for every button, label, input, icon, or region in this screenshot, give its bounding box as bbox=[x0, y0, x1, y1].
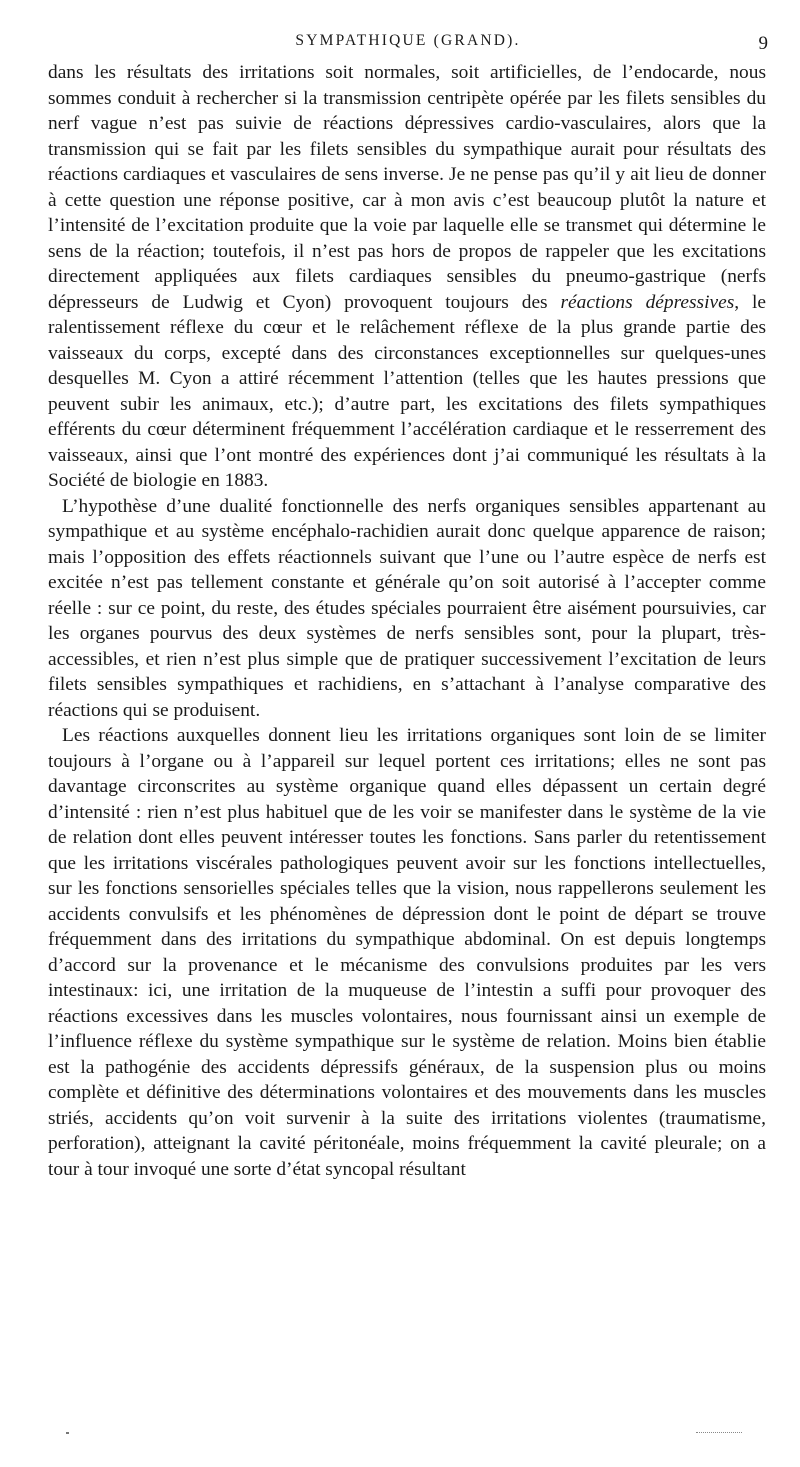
paragraph-1-emphasis: réactions dépressives bbox=[560, 291, 735, 313]
footer-dotted-rule bbox=[696, 1432, 742, 1433]
footer-speck bbox=[66, 1432, 69, 1434]
paragraph-3: Les réactions auxquelles donnent lieu les irritations organiques sont loin de se limiter toujours à l’organe ou à l’appareil sur lequel portent ces irritations; elles ne sont pas davantage circonscrites au système organique quand elles dépassent un certain degré d’intensité : rien n’est plus habituel que de les voir se manifester dans le système de la vie de relation dont elles peuvent intéresser toutes les fonctions. Sans parler du retentissement que les irritations viscérales pathologiques peuvent avoir sur les fonctions intellectuelles, sur les fonctions sensorielles spéciales telles que la vision, nous rappellerons seulement les accidents convulsifs et les phénomènes de dépression dont le point de départ se trouve fréquemment dans des irritations du sympathique abdominal. On est depuis longtemps d’accord sur la provenance et le mécanisme des convulsions produites par les vers intestinaux: ici, une irritation de la muqueuse de l’intestin a suffi pour provoquer des réactions excessives dans les muscles volontaires, nous fournissant ainsi un exemple de l’influence réflexe du système sympathique sur le système de relation. Moins bien établie est la pathogénie des accidents dépressifs généraux, de la suspension plus ou moins complète et définitive des déterminations volontaires et des mouvements dans les muscles striés, accidents qu’on voit survenir à la suite des irritations violentes (traumatisme, perforation), atteignant la cavité péritonéale, moins fréquemment la cavité pleurale; on a tour à tour invoqué une sorte d’état syncopal résultant bbox=[48, 725, 766, 1180]
running-title: SYMPATHIQUE (GRAND). bbox=[295, 32, 521, 49]
paragraph-1 bbox=[48, 60, 766, 494]
paragraph-1-text-before: dans les résultats des irritations soit normales, soit artificielles, de l’endocarde, nous sommes conduit à rechercher si la transmission centripète opérée par les filets sensibles du nerf vague n’est pas suivie de réactions dépressives cardio-vasculaires, alors que la transmission qui se fait par les filets sensibles du sympathique aurait pour résultats des réactions cardiaques et vasculaires de sens inverse. Je ne pense pas qu’il y ait lieu de donner à cette question une réponse positive, car à mon avis c’est beaucoup plutôt la nature et l’intensité de l’excitation produite que la voie par laquelle elle se transmet qui détermine le sens de la réaction; toutefois, il n’est pas hors de propos de rappeler que les excitations directement appliquées aux filets cardiaques sensibles du pneumo-gastrique (nerfs dépresseurs de Ludwig et Cyon) provoquent toujours des bbox=[48, 62, 766, 313]
page-number: 9 bbox=[758, 33, 768, 54]
footer-marks bbox=[60, 1428, 750, 1438]
body-text bbox=[48, 60, 766, 1182]
paragraph-1-text-after: , le ralentissement réflexe du cœur et le relâchement réflexe de la plus grande partie des vaisseaux du corps, excepté dans des circonstances exceptionnelles sur quelques-unes desquelles M. Cyon a attiré récemment l’attention (telles que les hautes pressions que peuvent subir les animaux, etc.); d’autre part, les excitations des filets sympathiques efférents du cœur déterminent fréquemment l’accélération cardiaque et le resserrement des vaisseaux, ainsi que l’ont montré des expériences dont j’ai communiqué les résultats à la Société de biologie en 1883. bbox=[48, 291, 766, 491]
running-head bbox=[48, 32, 768, 58]
paragraph-2: L’hypothèse d’une dualité fonctionnelle des nerfs organiques sensibles appartenant au sympathique et au système encéphalo-rachidien aurait donc quelque apparence de raison; mais l’opposition des effets réactionnels suivant que l’une ou l’autre espèce de nerfs est excitée n’est pas tellement constante et générale qu’on soit autorisé à l’accepter comme réelle : sur ce point, du reste, des études spéciales pourraient être aisément poursuivies, car les organes pourvus des deux systèmes de nerfs sensibles sont, pour la plupart, très-accessibles, et rien n’est plus simple que de pratiquer successivement l’excitation de leurs filets sensibles sympathiques et rachidiens, en s’attachant à l’analyse comparative des réactions qui se produisent. bbox=[48, 495, 766, 721]
